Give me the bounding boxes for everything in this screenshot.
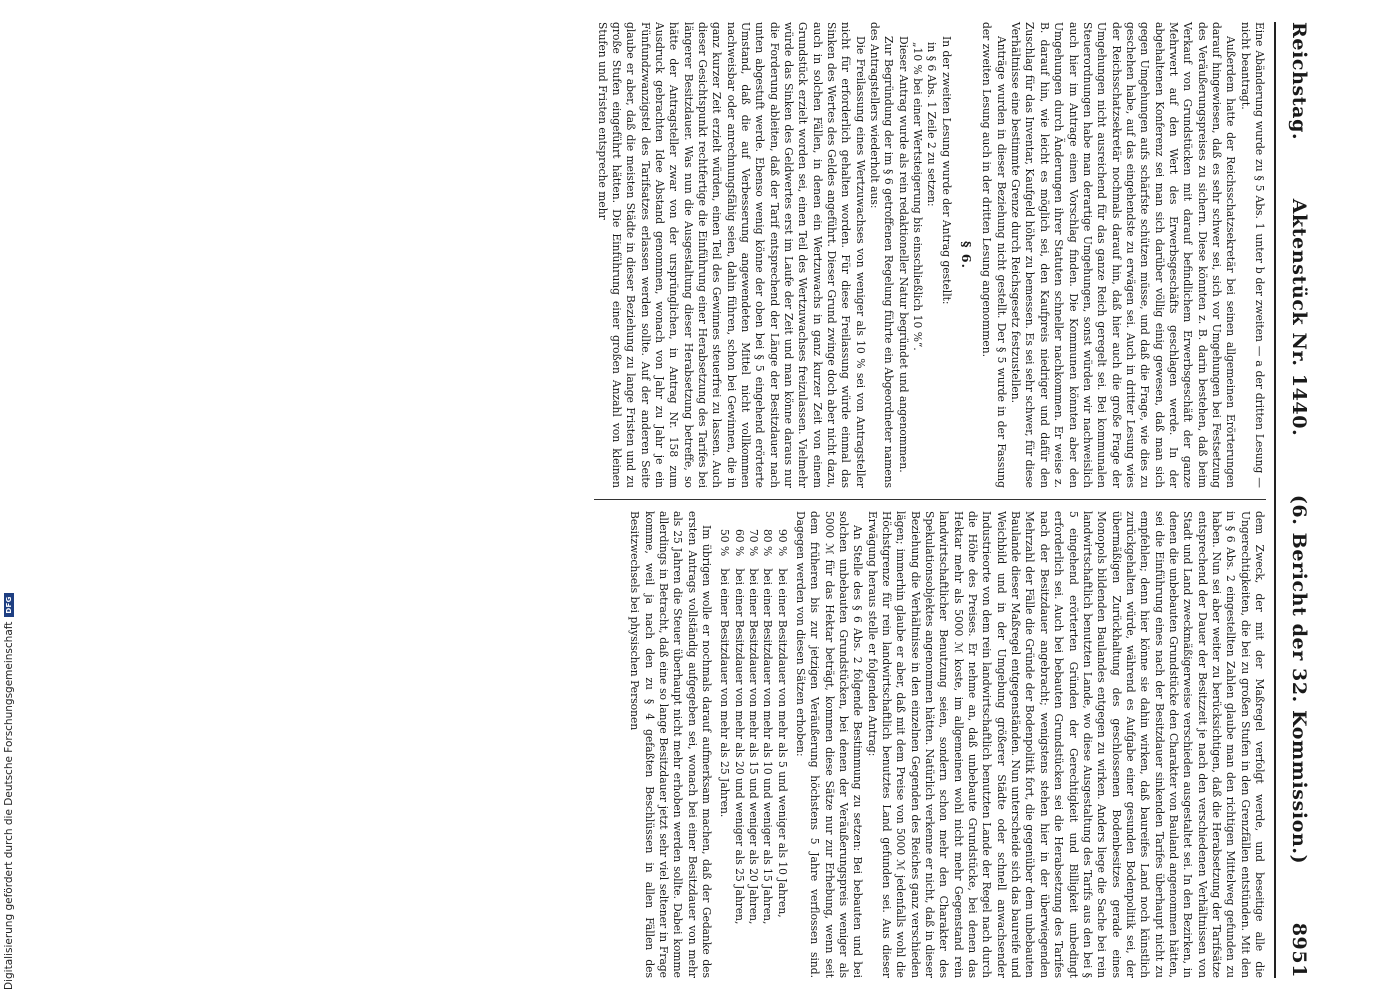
tariff-condition: bei einer Besitzdauer von mehr als 10 und weniger als 15 Jahren, bbox=[761, 568, 775, 925]
tariff-list bbox=[717, 511, 789, 978]
tariff-item bbox=[731, 529, 745, 978]
tariff-rate: 60 % bbox=[732, 529, 746, 557]
text-columns bbox=[594, 22, 1266, 978]
paragraph: Dieser Antrag wurde als rein redaktioneller Natur begründet und angenommen. bbox=[896, 36, 910, 473]
tariff-condition: bei einer Besitzdauer von mehr als 15 und weniger als 20 Jahren, bbox=[746, 568, 760, 925]
header-right: (6. Bericht der 32. Kommission.) bbox=[1288, 494, 1310, 865]
tariff-item bbox=[760, 529, 774, 978]
digitization-footer bbox=[0, 0, 18, 1000]
dfg-logo: DFG bbox=[4, 593, 14, 616]
header-center: Aktenstück Nr. 1440. bbox=[1288, 198, 1310, 437]
header-left: Reichstag. bbox=[1288, 22, 1310, 141]
paragraph: Außerdem hatte der Reichsschatzsekretär bei seinen allgemeinen Erörterungen darauf hingewiesen, daß es sehr schwer sei, sich vor Umgehungen bei Festsetzung des Veräußerungspreises zu sichern. Diese könnten z. B. darin bestehen, daß beim Verkauf von Grundstücken mit darauf befindlichem Erwerbsgeschäft der ganze Mehrwert auf den Wert des Erwerbsgeschäfts geschlagen werde. In der abgehaltenen Konferenz sei man sich darüber völlig einig gewesen, daß man sich gegen Umgehungen aufs schärfste schützen müsse, und daß die Frage, wie dies zu geschehen habe, auf das eingehendste zu erwägen sei. Auch in dritter Lesung wies der Reichsschatzsekretär nochmals darauf hin, daß hier auch die große Frage der Umgehungen nicht ausreichend für das ganze Reich geregelt sei. Bei kommunalen Steuerordnungen habe man derartige Umgehungen, sonst würden wir nachweislich auch hier im Antrage einen Vorschlag finden. Die Kommunen könnten aber den Umgehungen durch Änderungen ihrer Statuten schneller nachkommen. Er weise z. B. darauf hin, wie leicht es möglich sei, den Kaufpreis niedriger und dafür den Zuschlag für das Inventar, Kaufgeld höher zu bemessen. Es sei sehr schwer, für diese Verhältnisse eine bestimmte Grenze durch Reichsgesetz festzustellen. bbox=[1009, 22, 1238, 488]
digitization-note: Digitalisierung gefördert durch die Deutsche Forschungsgemeinschaft bbox=[3, 621, 15, 990]
tariff-condition: bei einer Besitzdauer von mehr als 20 und weniger als 25 Jahren, bbox=[732, 568, 746, 925]
tariff-rate: 90 % bbox=[775, 529, 789, 557]
paragraph: in § 6 Abs. 1 Zeile 2 zu setzen: bbox=[925, 42, 939, 207]
scanned-page-frame bbox=[80, 0, 1320, 1000]
tariff-item bbox=[746, 529, 760, 978]
tariff-item bbox=[774, 529, 788, 978]
paragraph: Die Freilassung eines Wertzuwachses von weniger als 10 % sei von Antragsteller nicht für erforderlich gehalten worden. Für diese Freilassung würde einmal das Sinken des Wertes des Geldes angeführt. Dieser Grund zwinge doch aber nicht dazu, auch in solchen Fällen, in denen ein Wertzuwachs in ganz kurzer Zeit von einem Grundstück erzielt worden sei, einen Teil des Wertzuwachses freizulassen. Vielmehr würde das Sinken des Geldwertes erst im Laufe der Zeit und man könne daraus nur die Forderung ableiten, daß der Tarif entsprechend der Länge der Besitzdauer nach unten abgestuft werde. Ebenso wenig könne der oben bei § 5 eingehend erörterte Umstand, daß die auf Verbesserung angewendeten Mittel nicht vollkommen nachweisbar oder anrechnungsfähig seien, dahin führen, schon bei Gewinnen, die in ganz kurzer Zeit erzielt würden, einen Teil des Gewinnes steuerfrei zu lassen. Auch dieser Gesichtspunkt rechtfertige die Einführung einer Herabsetzung des Tarifes bei längerer Besitzdauer. Was nun die Ausgestaltung dieser Herabsetzung betreffe, so hätte der Antragsteller zwar von der ursprünglichen, in Antrag Nr. 158 zum Ausdruck gebrachten Idee Abstand genommen, wonach von Jahr zu Jahr je ein Fünfundzwanzigstel des Tarifsatzes erlassen werden sollte. Auf der anderen Seite glaube er aber, daß die meisten Städte in dieser Beziehung zu lange Fristen und zu große Stufen eingeführt hätten. Die Einführung einer großen Anzahl von kleinen Stufen und Fristen entspreche mehr bbox=[595, 22, 867, 488]
tariff-rate: 80 % bbox=[761, 529, 775, 557]
scanned-page bbox=[80, 0, 1320, 1000]
paragraph: In der zweiten Lesung wurde der Antrag gestellt: bbox=[939, 36, 953, 305]
paragraph: Anträge wurden in dieser Beziehung nicht gestellt. Der § 5 wurde in der Fassung der zweiten Lesung auch in der dritten Lesung angenommen. bbox=[980, 22, 1008, 488]
tariff-item bbox=[717, 529, 731, 978]
tariff-condition: bei einer Besitzdauer von mehr als 25 Jahren. bbox=[718, 568, 732, 818]
tariff-condition: bei einer Besitzdauer von mehr als 5 und weniger als 10 Jahren, bbox=[775, 568, 789, 918]
left-column bbox=[594, 22, 1266, 500]
paragraph: Im übrigen wolle er nochmals darauf aufmerksam machen, daß der Gedanke des ersten Antrags vollständig aufgegeben sei, wonach bei einer Besitzdauer von mehr als 25 Jahren die Steuer überhaupt nicht mehr erhoben werden sollte. Dabei komme allerdings in Betracht, daß eine so lange Besitzdauer jetzt sehr viel seltener in Frage komme, weil ja nach den zu § 4 gefaßten Beschlüssen in allen Fällen des Besitzwechsels bei physischen Personen bbox=[628, 511, 713, 978]
paragraph: An Stelle des § 6 Abs. 2 folgende Bestimmung zu setzen: Bei bebauten und bei solchen unbebauten Grundstücken, bei denen der Veräußerungspreis weniger als 5000 ℳ für das Hektar beträgt, kommen diese Sätze nur zur Erhebung, wenn seit dem früheren bis zur jetzigen Veräußerung höchstens 5 Jahre verflossen sind. Dagegen werden von diesen Sätzen erhoben: bbox=[794, 511, 865, 978]
tariff-rate: 50 % bbox=[718, 529, 732, 557]
paragraph: Eine Abänderung wurde zu § 5 Abs. 1 unter b der zweiten — a der dritten Lesung — nicht beantragt. bbox=[1238, 22, 1266, 488]
page-number: 8951 bbox=[1288, 922, 1310, 978]
paragraph: Zur Begründung der im § 6 getroffenen Regelung führte ein Abgeordneter namens des Antragstellers wiederholt aus: bbox=[868, 22, 896, 488]
header-rule bbox=[1274, 22, 1276, 978]
section-heading: § 6. bbox=[959, 241, 975, 269]
quoted-amendment: „10 % bei einer Wertsteigerung bis einschließlich 10 %“. bbox=[911, 42, 925, 351]
tariff-rate: 70 % bbox=[746, 529, 760, 557]
paragraph: dem Zweck, der mit der Maßregel verfolgt werde, und beseitige alle die Ungerechtigkeiten, die bei zu großen Stufen in den Grenzfällen entstünden. Mit den in § 6 Abs. 2 eingestellten Zahlen glaube man den richtigen Mittelweg gefunden zu haben. Nun sei aber weiter zu berücksichtigen, daß die Herabsetzung der Tarifsätze entsprechend der Dauer der Besitzzeit je nach den verschiedenen Verhältnissen von Stadt und Land zweckmäßigerweise verschieden ausgestaltet sei. In den Bezirken, in denen die unbebauten Grundstücke den Charakter von Bauland angenommen hätten, sei die Einführung eines nach der Besitzdauer sinkenden Tarifes überhaupt nicht zu empfehlen; denn hier könne sie dahin wirken, daß baureifes Land noch künstlich zurückgehalten würde, während es Aufgabe einer gesunden Bodenpolitik sei, der übermäßigen Zurückhaltung des geschlossenen Bodenbesitzes gerade eines Monopols bildenden Baulandes entgegen zu wirken. Anders liege die Sache bei rein landwirtschaftlich benutzten Lande, wo diese Ausgestaltung des Tarifs aus den bei § 5 eingehend erörterten Gründen der Gerechtigkeit und Billigkeit unbedingt erforderlich sei. Auch bei bebauten Grundstücken sei die Herabsetzung des Tarifes nach der Besitzdauer angebracht; wenigstens stehen hier in der überwiegenden Mehrzahl der Fälle die Gründe der Bodenpolitik fort, die gegenüber dem unbebauten Baulande dieser Maßregel entgegenständen. Nun unterscheide sich das baureife und Weichbild und in der Umgebung größerer Städte oder schnell anwachsender Industrieorte von dem rein landwirtschaftlich benutzten Lande der Regel nach durch die Höhe des Preises. Er nehme an, daß unbebaute Grundstücke, bei denen das Hektar mehr als 5000 ℳ koste, im allgemeinen wohl nicht mehr Gegenstand rein landwirtschaftlicher Benutzung seien, sondern schon mehr den Charakter des Spekulationsobjektes angenommen hätten. Natürlich verkenne er nicht, daß in dieser Beziehung die Verhältnisse in den einzelnen Gegenden des Reiches ganz verschieden lägen; immerhin glaube er aber, daß mit dem Preise von 5000 ℳ jedenfalls wohl die Höchstgrenze für rein landwirtschaftlich benutztes Land gefunden sei. Aus dieser Erwägung heraus stelle er folgenden Antrag: bbox=[865, 511, 1266, 978]
right-column bbox=[594, 500, 1266, 978]
running-head bbox=[1278, 22, 1310, 978]
